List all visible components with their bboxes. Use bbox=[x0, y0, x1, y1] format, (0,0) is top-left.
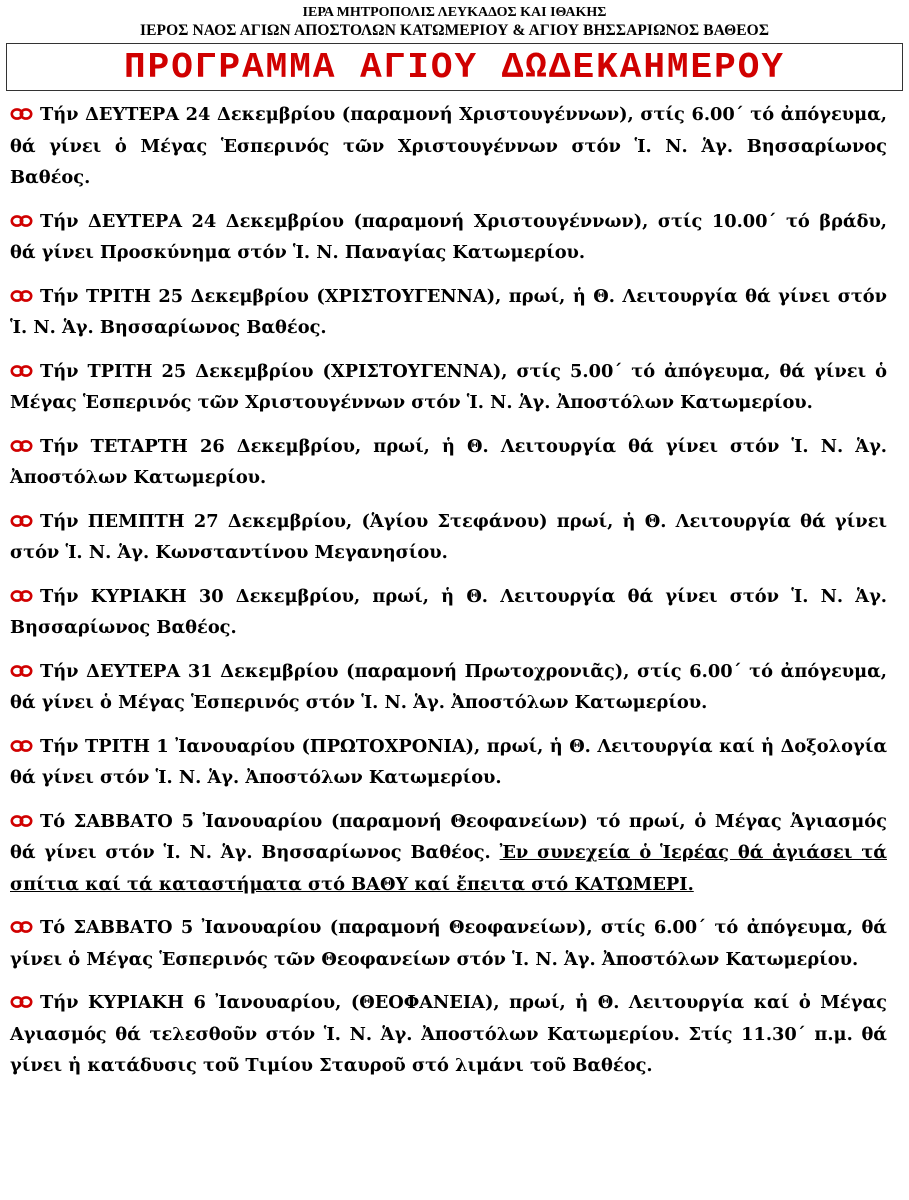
page-title: ΠΡΟΓΡΑΜΜΑ ΑΓΙΟΥ ΔΩΔΕΚΑΗΜΕΡΟΥ bbox=[124, 46, 785, 88]
schedule-item-text: Τήν ΤΡΙΤΗ 25 Δεκεμβρίου (ΧΡΙΣΤΟΥΓΕΝΝΑ), στίς 5.00΄ τό ἀπόγευμα, θά γίνει ὁ Μέγας Ἑσπερινός τῶν Χριστουγέννων στόν Ἱ. Ν. Ἁγ. Ἀποστόλων Κατωμερίου. bbox=[10, 360, 887, 413]
schedule-item-text: Τό ΣΑΒΒΑΤΟ 5 Ἰανουαρίου (παραμονή Θεοφανείων) τό πρωί, ὁ Μέγας Ἁγιασμός θά γίνει στόν Ἱ. Ν. Ἁγ. Βησσαρίωνος Βαθέος. bbox=[10, 810, 887, 863]
schedule-item bbox=[10, 806, 887, 901]
schedule-item-text: Τήν ΤΡΙΤΗ 1 Ἰανουαρίου (ΠΡΩΤΟΧΡΟΝΙΑ), πρωί, ἡ Θ. Λειτουργία καί ἡ Δοξολογία θά γίνει στόν Ἱ. Ν. Ἁγ. Ἀποστόλων Κατωμερίου. bbox=[10, 735, 887, 788]
schedule-item-text: Τήν ΚΥΡΙΑΚΗ 6 Ἰανουαρίου, (ΘΕΟΦΑΝΕΙΑ), πρωί, ἡ Θ. Λειτουργία καί ὁ Μέγας Αγιασμός θά τελεσθοῦν στόν Ἱ. Ν. Ἁγ. Ἀποστόλων Κατωμερίου. Στίς 11.30΄ π.μ. θά γίνει ἡ κατάδυσις τοῦ Τιμίου Σταυροῦ στό λιμάνι τοῦ Βαθέος. bbox=[10, 992, 887, 1076]
title-box bbox=[6, 43, 903, 91]
schedule-item-text: Τήν ΤΕΤΑΡΤΗ 26 Δεκεμβρίου, πρωί, ἡ Θ. Λειτουργία θά γίνει στόν Ἱ. Ν. Ἁγ. Ἀποστόλων Κατωμερίου. bbox=[10, 435, 887, 488]
schedule-item bbox=[10, 656, 887, 719]
schedule-item bbox=[10, 99, 887, 194]
schedule-item-text: Τήν ΤΡΙΤΗ 25 Δεκεμβρίου (ΧΡΙΣΤΟΥΓΕΝΝΑ), πρωί, ἡ Θ. Λειτουργία θά γίνει στόν Ἱ. Ν. Ἁγ. Βησσαρίωνος Βαθέος. bbox=[10, 285, 887, 338]
bullet-icon bbox=[10, 806, 34, 838]
schedule-item-underlined-note: Ἐν συνεχεία ὁ Ἱερέας θά ἁγιάσει τά σπίτια καί τά καταστήματα στό ΒΑΘΥ καί ἔπειτα στό ΚΑΤΩΜΕΡΙ. bbox=[10, 842, 887, 895]
bullet-icon bbox=[10, 206, 34, 238]
schedule-item bbox=[10, 912, 887, 975]
bullet-icon bbox=[10, 431, 34, 463]
schedule-item-text: Τήν ΔΕΥΤΕΡΑ 31 Δεκεμβρίου (παραμονή Πρωτοχρονιᾶς), στίς 6.00΄ τό ἀπόγευμα, θά γίνει ὁ Μέγας Ἑσπερινός στόν Ἱ. Ν. Ἁγ. Ἀποστόλων Κατωμερίου. bbox=[10, 660, 887, 713]
schedule-item-text: Τήν ΚΥΡΙΑΚΗ 30 Δεκεμβρίου, πρωί, ἡ Θ. Λειτουργία θά γίνει στόν Ἱ. Ν. Ἁγ. Βησσαρίωνος Βαθέος. bbox=[10, 585, 887, 638]
bullet-icon bbox=[10, 281, 34, 313]
schedule-item bbox=[10, 581, 887, 644]
schedule-item-text: Τήν ΔΕΥΤΕΡΑ 24 Δεκεμβρίου (παραμονή Χριστουγέννων), στίς 6.00΄ τό ἀπόγευμα, θά γίνει ὁ Μέγας Ἑσπερινός τῶν Χριστουγέννων στόν Ἱ. Ν. Ἁγ. Βησσαρίωνος Βαθέος. bbox=[10, 104, 887, 188]
metropolis-header: ΙΕΡΑ ΜΗΤΡΟΠΟΛΙΣ ΛΕΥΚΑΔΟΣ ΚΑΙ ΙΘΑΚΗΣ bbox=[302, 5, 607, 20]
bullet-icon bbox=[10, 506, 34, 538]
schedule-item-text: Τό ΣΑΒΒΑΤΟ 5 Ἰανουαρίου (παραμονή Θεοφανείων), στίς 6.00΄ τό ἀπόγευμα, θά γίνει ὁ Μέγας Ἑσπερινός τῶν Θεοφανείων στόν Ἱ. Ν. Ἁγ. Ἀποστόλων Κατωμερίου. bbox=[10, 917, 887, 970]
church-header: ΙΕΡΟΣ ΝΑΟΣ ΑΓΙΩΝ ΑΠΟΣΤΟΛΩΝ ΚΑΤΩΜΕΡΙΟΥ & ΑΓΙΟΥ ΒΗΣΣΑΡΙΩΝΟΣ ΒΑΘΕΟΣ bbox=[139, 22, 770, 39]
schedule-item bbox=[10, 506, 887, 569]
schedule-item bbox=[10, 356, 887, 419]
bullet-icon bbox=[10, 581, 34, 613]
schedule-item bbox=[10, 987, 887, 1082]
schedule-item bbox=[10, 731, 887, 794]
schedule-item-text: Τήν ΔΕΥΤΕΡΑ 24 Δεκεμβρίου (παραμονή Χριστουγέννων), στίς 10.00΄ τό βράδυ, θά γίνει Προσκύνημα στόν Ἱ. Ν. Παναγίας Κατωμερίου. bbox=[10, 210, 887, 263]
bullet-icon bbox=[10, 731, 34, 763]
bullet-icon bbox=[10, 356, 34, 388]
schedule-item bbox=[10, 206, 887, 269]
schedule-list bbox=[0, 99, 909, 1082]
schedule-item-text: Τήν ΠΕΜΠΤΗ 27 Δεκεμβρίου, (Ἁγίου Στεφάνου) πρωί, ἡ Θ. Λειτουργία θά γίνει στόν Ἱ. Ν. Ἁγ. Κωνσταντίνου Μεγανησίου. bbox=[10, 510, 887, 563]
bullet-icon bbox=[10, 99, 34, 131]
bullet-icon bbox=[10, 912, 34, 944]
schedule-item bbox=[10, 281, 887, 344]
bullet-icon bbox=[10, 656, 34, 688]
schedule-item bbox=[10, 431, 887, 494]
bullet-icon bbox=[10, 987, 34, 1019]
